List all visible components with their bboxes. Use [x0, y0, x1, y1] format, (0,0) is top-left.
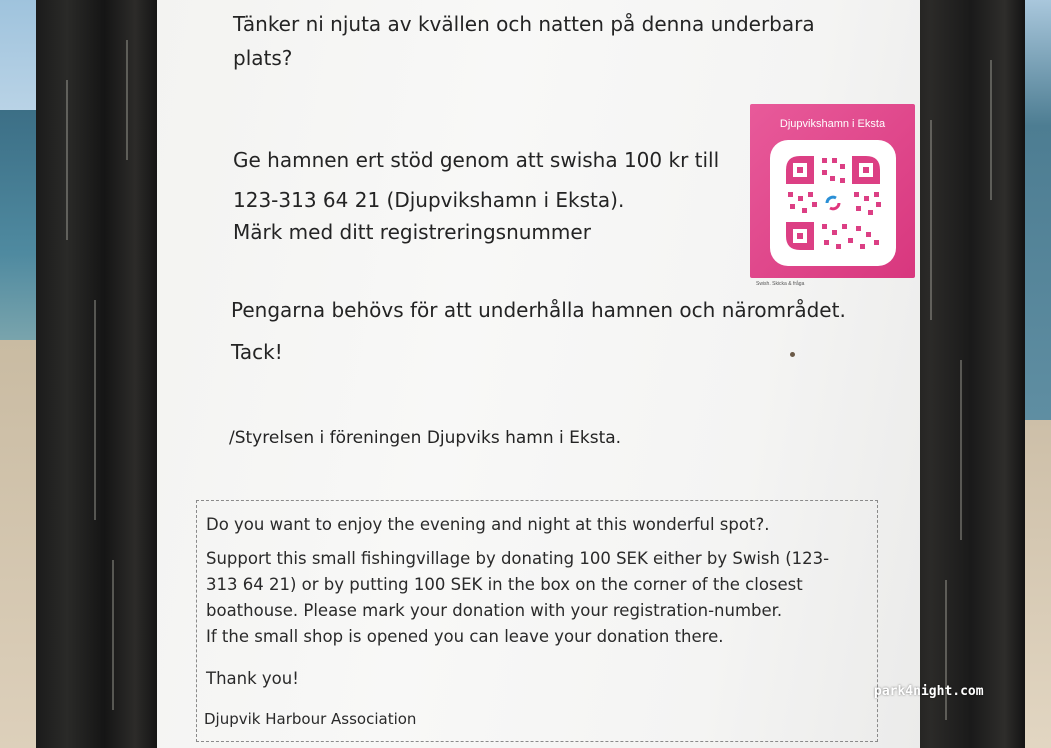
swish-qr-card — [750, 104, 915, 278]
english-line-3: 313 64 21) or by putting 100 SEK in the box on the corner of the closest — [206, 575, 803, 594]
qr-code-icon — [770, 140, 896, 266]
intro-line-2: plats? — [233, 46, 293, 70]
qr-caption: Swish. Skicka & fråga — [756, 281, 805, 287]
thanks-english: Thank you! — [206, 669, 299, 688]
money-line: Pengarna behövs för att underhålla hamnen och närområdet. — [231, 298, 846, 322]
english-line-4: boathouse. Please mark your donation with your registration-number. — [206, 601, 783, 620]
qr-title: Djupvikshamn i Eksta — [779, 118, 886, 130]
support-line-3: Märk med ditt registreringsnummer — [233, 220, 591, 244]
signature-swedish: /Styrelsen i föreningen Djupviks hamn i Eksta. — [229, 428, 622, 448]
signature-english: Djupvik Harbour Association — [204, 710, 417, 728]
support-line-1: Ge hamnen ert stöd genom att swisha 100 kr till — [233, 148, 720, 172]
support-line-2: 123-313 64 21 (Djupvikshamn i Eksta). — [233, 188, 625, 212]
english-line-5: If the small shop is opened you can leave your donation there. — [206, 627, 724, 646]
wooden-frame-left — [36, 0, 160, 748]
thanks-swedish: Tack! — [231, 340, 283, 364]
watermark: park4night.com — [874, 684, 984, 699]
english-line-1: Do you want to enjoy the evening and night at this wonderful spot?. — [206, 515, 770, 534]
pin-hole — [790, 352, 795, 357]
intro-line-1: Tänker ni njuta av kvällen och natten på denna underbara — [233, 12, 815, 36]
english-line-2: Support this small fishingvillage by donating 100 SEK either by Swish (123- — [206, 549, 830, 568]
